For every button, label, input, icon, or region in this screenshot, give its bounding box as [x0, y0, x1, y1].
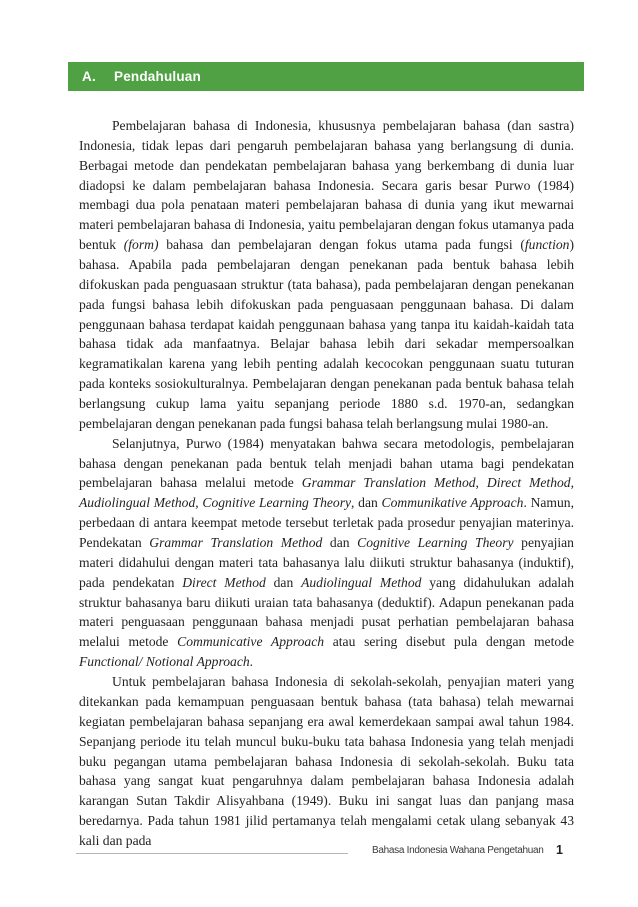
text-run: . Namun, perbedaan di antara keempat metode tersebut terletak pada prosedur penyajian materinya. Pendekatan: [79, 495, 574, 551]
italic-term: function: [524, 237, 570, 253]
italic-term: Grammar Translation Method: [149, 535, 323, 551]
italic-term: Cognitive Learning Theory: [357, 535, 514, 551]
footer-book-title: Bahasa Indonesia Wahana Pengetahuan: [372, 845, 544, 856]
text-run: ) bahasa. Apabila pada pembelajaran dengan penekanan pada bentuk bahasa lebih difokuskan pada penguasaan struktur (tata bahasa), pada pembelajaran dengan penekanan pada fungsi bahasa lebih difokuskan pada penguasaan penggunaan bahasa. Di dalam penggunaan bahasa terdapat kaidah penggunaan bahasa yang tanpa itu kaidah-kaidah tata bahasa tidak ada manfaatnya. Belajar bahasa lebih dari sekadar mempersoalkan kegramatikalan karena yang lebih penting adalah kecocokan penggunaan suatu tuturan pada konteks sosiokulturalnya. Pembelajaran dengan penekanan pada bentuk bahasa telah berlangsung cukup lama yaitu sepanjang periode 1880 s.d. 1970-an, sedangkan pembelajaran dengan penekanan pada fungsi bahasa telah berlangsung mulai 1980-an.: [79, 237, 574, 431]
text-run: bahasa dan pembelajaran dengan fokus utama pada fungsi (: [158, 237, 525, 253]
section-header-bar: [68, 62, 584, 91]
text-run: Pembelajaran bahasa di Indonesia, khususnya pembelajaran bahasa (dan sastra) Indonesia, tidak lepas dari pengaruh pembelajaran bahasa yang berlangsung di dunia. Berbagai metode dan pendekatan pembelajaran bahasa yang berkembang di dunia luar diadopsi ke dalam pembelajaran bahasa Indonesia. Secara garis besar Purwo (1984) membagi dua pola penataan materi pembelajaran bahasa di dunia yang ikut mewarnai materi pembelajaran bahasa di Indonesia, yaitu pembelajaran dengan fokus utamanya pada bentuk: [79, 118, 574, 253]
italic-term: Functional/ Notional Approach: [79, 654, 250, 670]
text-run: ,: [195, 495, 203, 511]
italic-term: Communicative Approach: [177, 634, 325, 650]
page-number: 1: [556, 843, 563, 857]
italic-term: (form): [123, 237, 159, 253]
text-run: Selanjutnya, Purwo (1984) menyatakan bahwa secara metodologis, pembelajaran bahasa dengan penekanan pada bentuk telah menjadi bahan utama bagi pendekatan pembelajaran bahasa melalui metode: [79, 435, 574, 491]
text-run: , dan: [351, 495, 382, 511]
italic-term: Grammar Translation Method: [301, 475, 476, 491]
text-run: yang didahulukan adalah struktur bahasanya baru diikuti uraian tata bahasanya (deduktif). Adapun penekanan pada materi penguasaan penggunaan bahasa menjadi pusat perhatian pembelajaran bahasa melalui metode: [79, 574, 574, 650]
italic-term: Audiolingual Method: [79, 495, 196, 511]
italic-term: Communikative Approach: [381, 495, 524, 511]
text-run: atau sering disebut pula dengan metode: [324, 634, 574, 650]
body-text: [79, 116, 574, 851]
text-run: penyajian materi didahului dengan materi tata bahasanya lalu diikuti struktur bahasanya (induktif), pada pendekatan: [79, 535, 574, 590]
footer-divider: [76, 853, 348, 854]
text-run: .: [249, 654, 254, 670]
text-run: dan: [265, 574, 302, 590]
italic-term: Cognitive Learning Theory: [202, 495, 352, 511]
paragraph: [79, 434, 574, 672]
text-run: ,: [475, 475, 487, 491]
text-run: Untuk pembelajaran bahasa Indonesia di sekolah-sekolah, penyajian materi yang ditekankan pada kemampuan penguasaan bentuk bahasa (tata bahasa) telah mewarnai kegiatan pembelajaran bahasa sepanjang era awal kemerdekaan sampai awal tahun 1984. Sepanjang periode itu telah muncul buku-buku tata bahasa Indonesia yang telah menjadi buku pegangan utama pembelajaran bahasa Indonesia di sekolah-sekolah. Buku tata bahasa yang sangat kuat pengaruhnya dalam pembelajaran bahasa Indonesia adalah karangan Sutan Takdir Alisyahbana (1949). Buku ini sangat luas dan panjang masa beredarnya. Pada tahun 1981 jilid pertamanya telah mengalami cetak ulang sebanyak 43 kali dan pada: [79, 674, 574, 848]
paragraph: [79, 672, 574, 851]
section-title: Pendahuluan: [114, 69, 201, 84]
italic-term: Direct Method: [486, 475, 571, 491]
section-number: A.: [82, 69, 96, 84]
text-run: ,: [570, 475, 575, 491]
text-run: dan: [322, 535, 358, 551]
italic-term: Audiolingual Method: [301, 574, 422, 590]
paragraph: [79, 116, 574, 434]
italic-term: Direct Method: [182, 574, 266, 590]
